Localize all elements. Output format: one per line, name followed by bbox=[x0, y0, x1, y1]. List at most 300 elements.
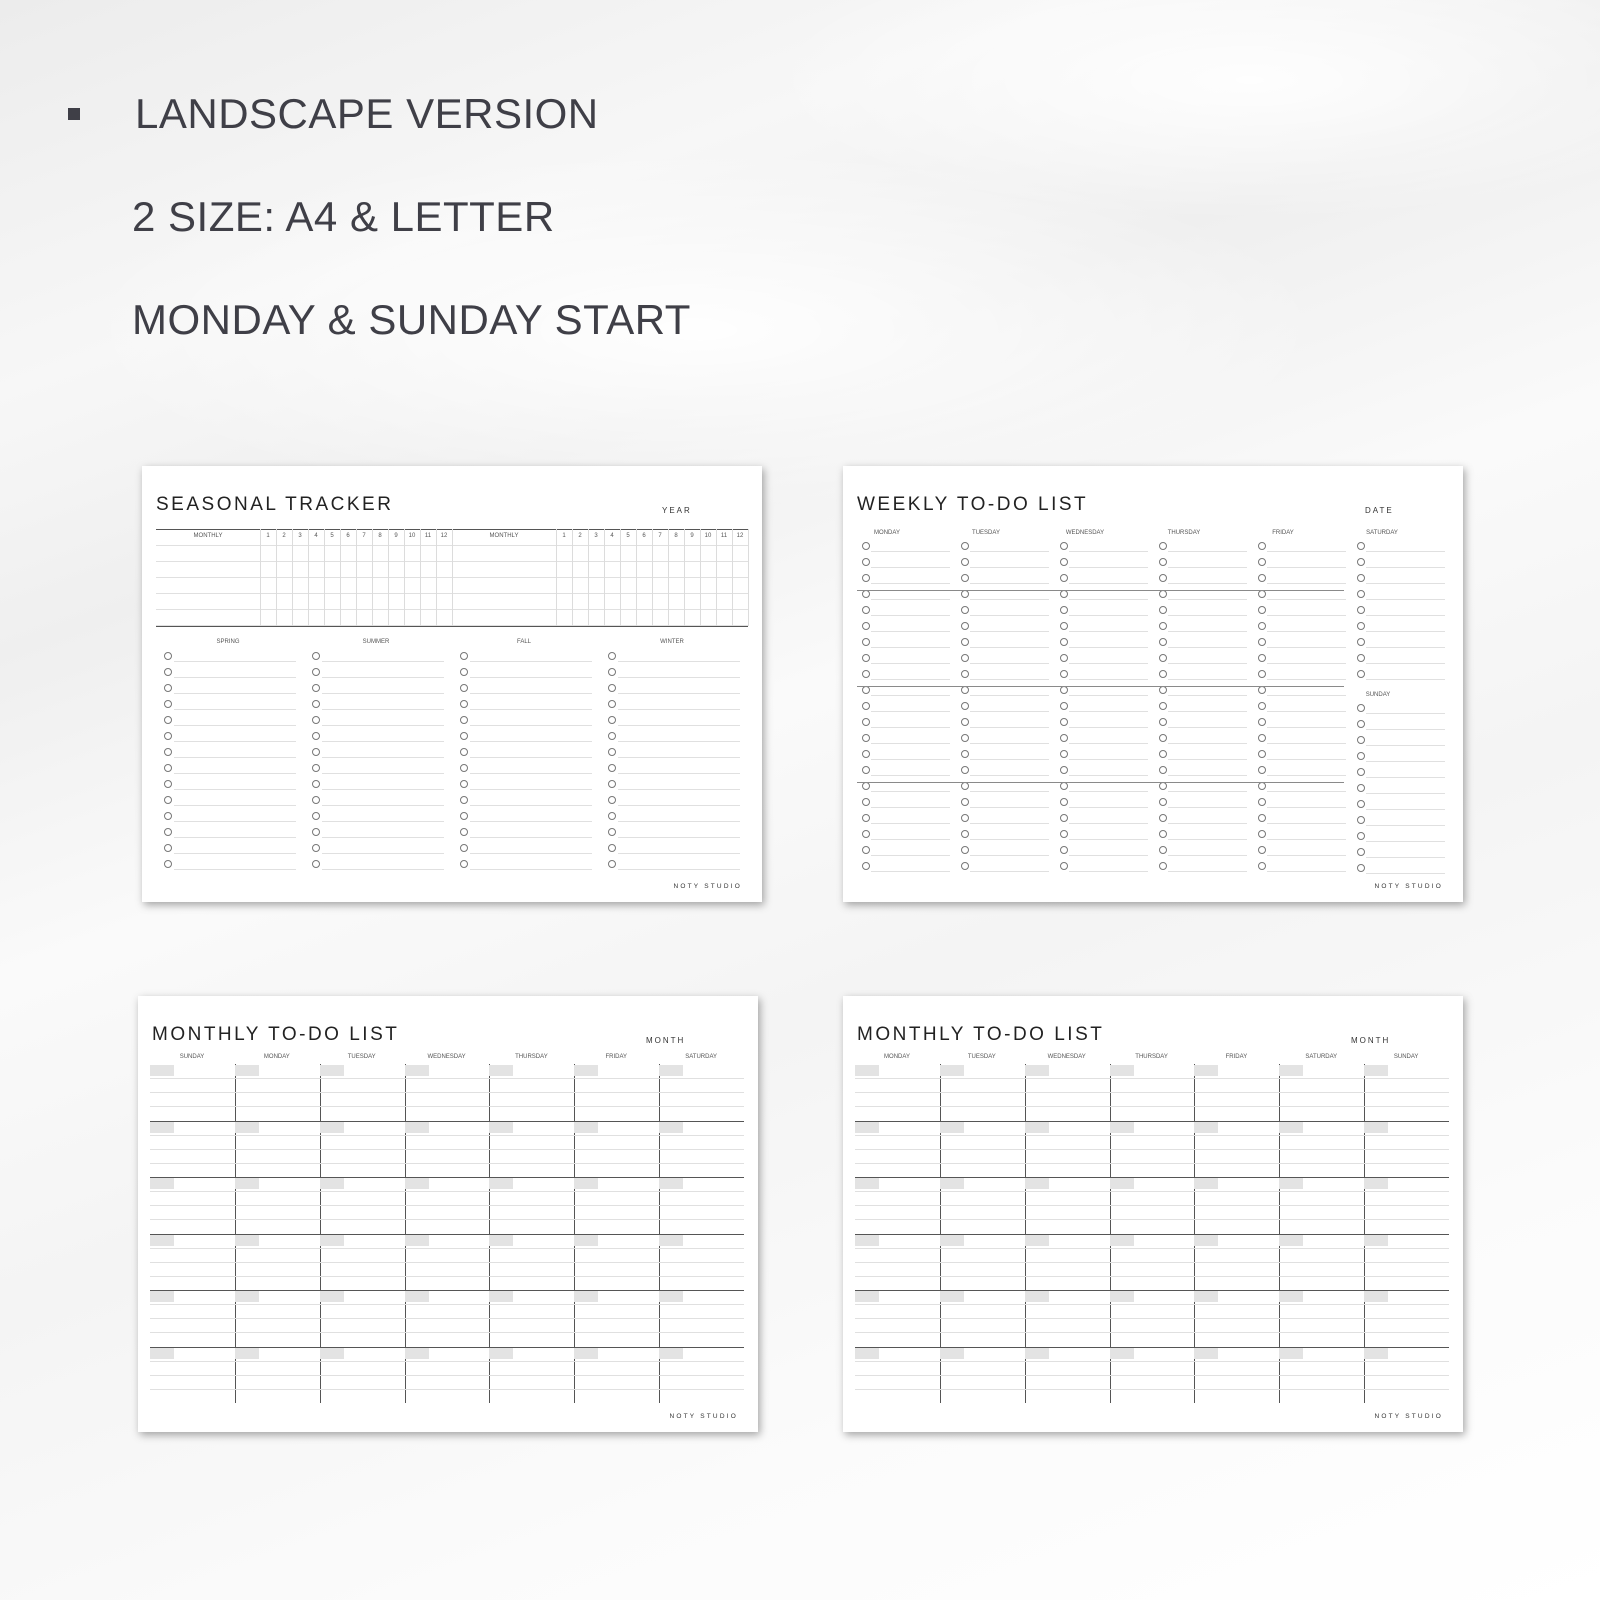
checkbox-icon bbox=[961, 670, 969, 678]
checkbox-icon bbox=[608, 844, 616, 852]
task-line bbox=[1168, 695, 1247, 696]
checkbox-icon bbox=[608, 860, 616, 868]
task-line bbox=[618, 837, 740, 838]
checkbox-icon bbox=[1060, 830, 1068, 838]
task-line bbox=[970, 807, 1049, 808]
task-line bbox=[174, 709, 296, 710]
checkbox-icon bbox=[1060, 638, 1068, 646]
checkbox-icon bbox=[1357, 606, 1365, 614]
checkbox-icon bbox=[608, 748, 616, 756]
task-line bbox=[871, 567, 950, 568]
month-grid-line bbox=[420, 529, 421, 626]
task-line bbox=[1366, 599, 1445, 600]
checkbox-icon bbox=[608, 652, 616, 660]
checkbox-icon bbox=[608, 812, 616, 820]
day-header: THURSDAY bbox=[1167, 530, 1201, 536]
checkbox-icon bbox=[1357, 638, 1365, 646]
checkbox-icon bbox=[460, 732, 468, 740]
date-box bbox=[1025, 1178, 1049, 1189]
checkbox-icon bbox=[1159, 814, 1167, 822]
task-line bbox=[1267, 551, 1346, 552]
task-line bbox=[470, 805, 592, 806]
task-line bbox=[1366, 615, 1445, 616]
task-line bbox=[618, 805, 740, 806]
section-rule bbox=[857, 590, 1344, 591]
task-line bbox=[871, 807, 950, 808]
checkbox-icon bbox=[1258, 622, 1266, 630]
checkbox-icon bbox=[460, 764, 468, 772]
month-grid-line bbox=[636, 529, 637, 626]
date-box bbox=[489, 1235, 513, 1246]
task-line bbox=[970, 647, 1049, 648]
date-box bbox=[1364, 1065, 1388, 1076]
checkbox-icon bbox=[312, 716, 320, 724]
note-line bbox=[855, 1361, 1449, 1362]
checkbox-icon bbox=[460, 828, 468, 836]
task-line bbox=[618, 869, 740, 870]
task-line bbox=[871, 791, 950, 792]
checkbox-icon bbox=[1357, 736, 1365, 744]
bullet-icon bbox=[68, 108, 80, 120]
day-header: MONDAY bbox=[884, 1054, 910, 1060]
checkbox-icon bbox=[1159, 654, 1167, 662]
checkbox-icon bbox=[961, 782, 969, 790]
task-line bbox=[322, 805, 444, 806]
task-line bbox=[618, 821, 740, 822]
task-line bbox=[1069, 823, 1148, 824]
task-line bbox=[871, 679, 950, 680]
checkbox-icon bbox=[961, 862, 969, 870]
task-line bbox=[470, 677, 592, 678]
checkbox-icon bbox=[164, 684, 172, 692]
weekly-todo-sheet bbox=[843, 466, 1463, 902]
month-number: 6 bbox=[642, 533, 646, 539]
checkbox-icon bbox=[1258, 750, 1266, 758]
season-header: SPRING bbox=[216, 639, 240, 645]
checkbox-icon bbox=[961, 638, 969, 646]
task-line bbox=[970, 759, 1049, 760]
task-line bbox=[1168, 647, 1247, 648]
month-number: 12 bbox=[736, 533, 744, 539]
task-line bbox=[1168, 743, 1247, 744]
date-box bbox=[659, 1065, 683, 1076]
task-line bbox=[871, 839, 950, 840]
date-box bbox=[1025, 1065, 1049, 1076]
month-number: 8 bbox=[674, 533, 678, 539]
task-line bbox=[618, 789, 740, 790]
date-box bbox=[320, 1065, 344, 1076]
checkbox-icon bbox=[164, 796, 172, 804]
task-line bbox=[1168, 615, 1247, 616]
checkbox-icon bbox=[1159, 670, 1167, 678]
task-line bbox=[1267, 695, 1346, 696]
task-line bbox=[1069, 807, 1148, 808]
day-header: FRIDAY bbox=[605, 1054, 628, 1060]
checkbox-icon bbox=[312, 652, 320, 660]
date-box bbox=[1025, 1291, 1049, 1302]
task-line bbox=[1168, 791, 1247, 792]
month-grid-line bbox=[732, 529, 733, 626]
date-box bbox=[574, 1235, 598, 1246]
date-box bbox=[150, 1065, 174, 1076]
note-line bbox=[150, 1149, 744, 1150]
date-box bbox=[1194, 1348, 1218, 1359]
date-box bbox=[574, 1348, 598, 1359]
task-line bbox=[1267, 807, 1346, 808]
month-grid-line bbox=[324, 529, 325, 626]
checkbox-icon bbox=[862, 654, 870, 662]
checkbox-icon bbox=[1159, 606, 1167, 614]
task-line bbox=[970, 551, 1049, 552]
date-box bbox=[574, 1065, 598, 1076]
checkbox-icon bbox=[460, 796, 468, 804]
checkbox-icon bbox=[862, 638, 870, 646]
date-box bbox=[1110, 1065, 1134, 1076]
date-box bbox=[659, 1122, 683, 1133]
task-line bbox=[1168, 775, 1247, 776]
task-line bbox=[618, 677, 740, 678]
month-grid-line bbox=[668, 529, 669, 626]
checkbox-icon bbox=[1258, 814, 1266, 822]
date-box bbox=[150, 1348, 174, 1359]
date-box bbox=[1279, 1348, 1303, 1359]
checkbox-icon bbox=[312, 860, 320, 868]
month-number: 7 bbox=[658, 533, 662, 539]
task-line bbox=[1069, 775, 1148, 776]
task-line bbox=[970, 583, 1049, 584]
task-line bbox=[1069, 695, 1148, 696]
day-header: WEDNESDAY bbox=[1047, 1054, 1086, 1060]
task-line bbox=[1267, 583, 1346, 584]
date-label: DATE bbox=[1365, 506, 1394, 515]
task-line bbox=[470, 725, 592, 726]
task-line bbox=[871, 551, 950, 552]
checkbox-icon bbox=[1258, 542, 1266, 550]
section-rule bbox=[857, 686, 1344, 687]
task-line bbox=[970, 695, 1049, 696]
task-line bbox=[174, 757, 296, 758]
task-line bbox=[1168, 823, 1247, 824]
task-line bbox=[1069, 727, 1148, 728]
checkbox-icon bbox=[1357, 768, 1365, 776]
month-grid-line bbox=[652, 529, 653, 626]
task-line bbox=[1366, 631, 1445, 632]
date-box bbox=[489, 1348, 513, 1359]
date-box bbox=[1025, 1235, 1049, 1246]
task-line bbox=[1267, 679, 1346, 680]
note-line bbox=[855, 1262, 1449, 1263]
task-line bbox=[970, 855, 1049, 856]
checkbox-icon bbox=[312, 700, 320, 708]
date-box bbox=[940, 1178, 964, 1189]
checkbox-icon bbox=[1159, 542, 1167, 550]
task-line bbox=[1267, 823, 1346, 824]
checkbox-icon bbox=[1258, 830, 1266, 838]
month-number: 5 bbox=[330, 533, 334, 539]
task-line bbox=[1366, 873, 1445, 874]
checkbox-icon bbox=[460, 716, 468, 724]
task-line bbox=[1366, 551, 1445, 552]
task-line bbox=[871, 743, 950, 744]
date-box bbox=[1364, 1235, 1388, 1246]
task-line bbox=[174, 677, 296, 678]
task-line bbox=[322, 789, 444, 790]
note-line bbox=[150, 1262, 744, 1263]
date-box bbox=[235, 1291, 259, 1302]
month-grid-line bbox=[604, 529, 605, 626]
checkbox-icon bbox=[1258, 638, 1266, 646]
monthly-header: MONTHLY bbox=[193, 533, 223, 539]
checkbox-icon bbox=[312, 796, 320, 804]
checkbox-icon bbox=[862, 558, 870, 566]
checkbox-icon bbox=[1060, 542, 1068, 550]
month-grid-line bbox=[308, 529, 309, 626]
task-line bbox=[618, 709, 740, 710]
checkbox-icon bbox=[164, 764, 172, 772]
task-line bbox=[322, 853, 444, 854]
note-line bbox=[855, 1106, 1449, 1107]
date-box bbox=[235, 1065, 259, 1076]
checkbox-icon bbox=[961, 846, 969, 854]
checkbox-icon bbox=[164, 700, 172, 708]
task-line bbox=[1366, 841, 1445, 842]
checkbox-icon bbox=[961, 574, 969, 582]
sheet-footer: NOTY STUDIO bbox=[669, 1413, 738, 1420]
task-line bbox=[1366, 857, 1445, 858]
task-line bbox=[470, 869, 592, 870]
month-number: 11 bbox=[720, 533, 728, 539]
checkbox-icon bbox=[1159, 782, 1167, 790]
task-line bbox=[1366, 729, 1445, 730]
task-line bbox=[322, 709, 444, 710]
note-line bbox=[150, 1106, 744, 1107]
table-bottom-rule bbox=[156, 626, 748, 627]
checkbox-icon bbox=[862, 542, 870, 550]
date-box bbox=[1279, 1065, 1303, 1076]
month-grid-line bbox=[452, 529, 453, 626]
date-box bbox=[150, 1178, 174, 1189]
task-line bbox=[1267, 871, 1346, 872]
month-number: 11 bbox=[424, 533, 432, 539]
date-box bbox=[150, 1235, 174, 1246]
task-line bbox=[1267, 743, 1346, 744]
date-box bbox=[1364, 1291, 1388, 1302]
checkbox-icon bbox=[608, 716, 616, 724]
date-box bbox=[940, 1065, 964, 1076]
month-grid-line bbox=[404, 529, 405, 626]
checkbox-icon bbox=[1357, 574, 1365, 582]
checkbox-icon bbox=[460, 860, 468, 868]
checkbox-icon bbox=[961, 654, 969, 662]
note-line bbox=[855, 1318, 1449, 1319]
checkbox-icon bbox=[460, 684, 468, 692]
note-line bbox=[855, 1135, 1449, 1136]
task-line bbox=[1267, 711, 1346, 712]
season-header: SUMMER bbox=[362, 639, 390, 645]
checkbox-icon bbox=[1159, 862, 1167, 870]
note-line bbox=[855, 1248, 1449, 1249]
checkbox-icon bbox=[862, 862, 870, 870]
checkbox-icon bbox=[608, 828, 616, 836]
checkbox-icon bbox=[1258, 702, 1266, 710]
monthly-header: MONTHLY bbox=[489, 533, 519, 539]
task-line bbox=[322, 837, 444, 838]
checkbox-icon bbox=[608, 700, 616, 708]
date-box bbox=[405, 1235, 429, 1246]
checkbox-icon bbox=[312, 748, 320, 756]
date-box bbox=[574, 1178, 598, 1189]
checkbox-icon bbox=[164, 780, 172, 788]
task-line bbox=[970, 711, 1049, 712]
checkbox-icon bbox=[1060, 622, 1068, 630]
task-line bbox=[871, 599, 950, 600]
task-line bbox=[871, 695, 950, 696]
checkbox-icon bbox=[1060, 766, 1068, 774]
note-line bbox=[150, 1375, 744, 1376]
note-line bbox=[855, 1389, 1449, 1390]
sunday-header: SUNDAY bbox=[1365, 692, 1391, 698]
task-line bbox=[970, 679, 1049, 680]
task-line bbox=[618, 741, 740, 742]
checkbox-icon bbox=[1258, 766, 1266, 774]
note-line bbox=[855, 1078, 1449, 1079]
task-line bbox=[1168, 679, 1247, 680]
task-line bbox=[1267, 615, 1346, 616]
checkbox-icon bbox=[312, 668, 320, 676]
checkbox-icon bbox=[1159, 702, 1167, 710]
task-line bbox=[970, 823, 1049, 824]
month-number: 8 bbox=[378, 533, 382, 539]
task-line bbox=[871, 615, 950, 616]
task-line bbox=[618, 853, 740, 854]
date-box bbox=[489, 1291, 513, 1302]
month-grid-line bbox=[700, 529, 701, 626]
checkbox-icon bbox=[1258, 574, 1266, 582]
task-line bbox=[322, 869, 444, 870]
date-box bbox=[659, 1348, 683, 1359]
task-line bbox=[174, 725, 296, 726]
task-line bbox=[871, 871, 950, 872]
checkbox-icon bbox=[1159, 734, 1167, 742]
checkbox-icon bbox=[312, 812, 320, 820]
month-number: 3 bbox=[298, 533, 302, 539]
checkbox-icon bbox=[961, 766, 969, 774]
date-box bbox=[1110, 1235, 1134, 1246]
task-line bbox=[322, 757, 444, 758]
section-rule bbox=[857, 782, 1344, 783]
note-line bbox=[855, 1149, 1449, 1150]
task-line bbox=[1069, 583, 1148, 584]
task-line bbox=[470, 693, 592, 694]
checkbox-icon bbox=[1060, 846, 1068, 854]
task-line bbox=[1168, 567, 1247, 568]
date-box bbox=[489, 1178, 513, 1189]
month-grid-line bbox=[340, 529, 341, 626]
date-box bbox=[855, 1291, 879, 1302]
note-line bbox=[855, 1375, 1449, 1376]
month-grid-line bbox=[684, 529, 685, 626]
checkbox-icon bbox=[862, 622, 870, 630]
checkbox-icon bbox=[164, 844, 172, 852]
note-line bbox=[855, 1163, 1449, 1164]
task-line bbox=[1168, 599, 1247, 600]
checkbox-icon bbox=[608, 684, 616, 692]
date-box bbox=[940, 1122, 964, 1133]
task-line bbox=[322, 677, 444, 678]
checkbox-icon bbox=[608, 668, 616, 676]
note-line bbox=[855, 1276, 1449, 1277]
task-line bbox=[1168, 631, 1247, 632]
sheet-footer: NOTY STUDIO bbox=[1374, 883, 1443, 890]
checkbox-icon bbox=[1159, 846, 1167, 854]
checkbox-icon bbox=[1258, 686, 1266, 694]
seasonal-tracker-sheet bbox=[142, 466, 762, 902]
task-line bbox=[970, 615, 1049, 616]
checkbox-icon bbox=[1357, 800, 1365, 808]
date-box bbox=[1279, 1122, 1303, 1133]
note-line bbox=[150, 1092, 744, 1093]
date-box bbox=[1279, 1178, 1303, 1189]
checkbox-icon bbox=[862, 734, 870, 742]
note-line bbox=[150, 1135, 744, 1136]
date-box bbox=[1364, 1122, 1388, 1133]
headline-landscape: LANDSCAPE VERSION bbox=[135, 90, 599, 137]
task-line bbox=[1267, 599, 1346, 600]
month-number: 4 bbox=[610, 533, 614, 539]
checkbox-icon bbox=[1060, 686, 1068, 694]
sheet-title: MONTHLY TO-DO LIST bbox=[857, 1024, 1105, 1045]
task-line bbox=[871, 631, 950, 632]
day-header: THURSDAY bbox=[515, 1054, 548, 1060]
day-header: SATURDAY bbox=[1305, 1054, 1338, 1060]
task-line bbox=[322, 741, 444, 742]
sheet-title: SEASONAL TRACKER bbox=[156, 494, 394, 515]
task-line bbox=[1069, 871, 1148, 872]
checkbox-icon bbox=[1159, 766, 1167, 774]
task-line bbox=[1069, 743, 1148, 744]
date-box bbox=[489, 1065, 513, 1076]
task-line bbox=[970, 727, 1049, 728]
task-line bbox=[1267, 839, 1346, 840]
month-grid-line bbox=[292, 529, 293, 626]
note-line bbox=[855, 1092, 1449, 1093]
task-line bbox=[1069, 567, 1148, 568]
note-line bbox=[150, 1318, 744, 1319]
task-line bbox=[1069, 631, 1148, 632]
date-box bbox=[855, 1348, 879, 1359]
day-header: THURSDAY bbox=[1135, 1054, 1168, 1060]
month-number: 4 bbox=[314, 533, 318, 539]
task-line bbox=[1366, 777, 1445, 778]
checkbox-icon bbox=[164, 748, 172, 756]
checkbox-icon bbox=[1060, 734, 1068, 742]
task-line bbox=[174, 773, 296, 774]
checkbox-icon bbox=[1258, 734, 1266, 742]
day-header: WEDNESDAY bbox=[1065, 530, 1105, 536]
checkbox-icon bbox=[312, 684, 320, 692]
note-line bbox=[855, 1332, 1449, 1333]
sheet-title: MONTHLY TO-DO LIST bbox=[152, 1024, 400, 1045]
checkbox-icon bbox=[1357, 832, 1365, 840]
checkbox-icon bbox=[1159, 686, 1167, 694]
task-line bbox=[1267, 631, 1346, 632]
task-line bbox=[1267, 775, 1346, 776]
date-box bbox=[574, 1291, 598, 1302]
note-line bbox=[150, 1191, 744, 1192]
month-number: 10 bbox=[704, 533, 712, 539]
checkbox-icon bbox=[164, 732, 172, 740]
task-line bbox=[1366, 713, 1445, 714]
